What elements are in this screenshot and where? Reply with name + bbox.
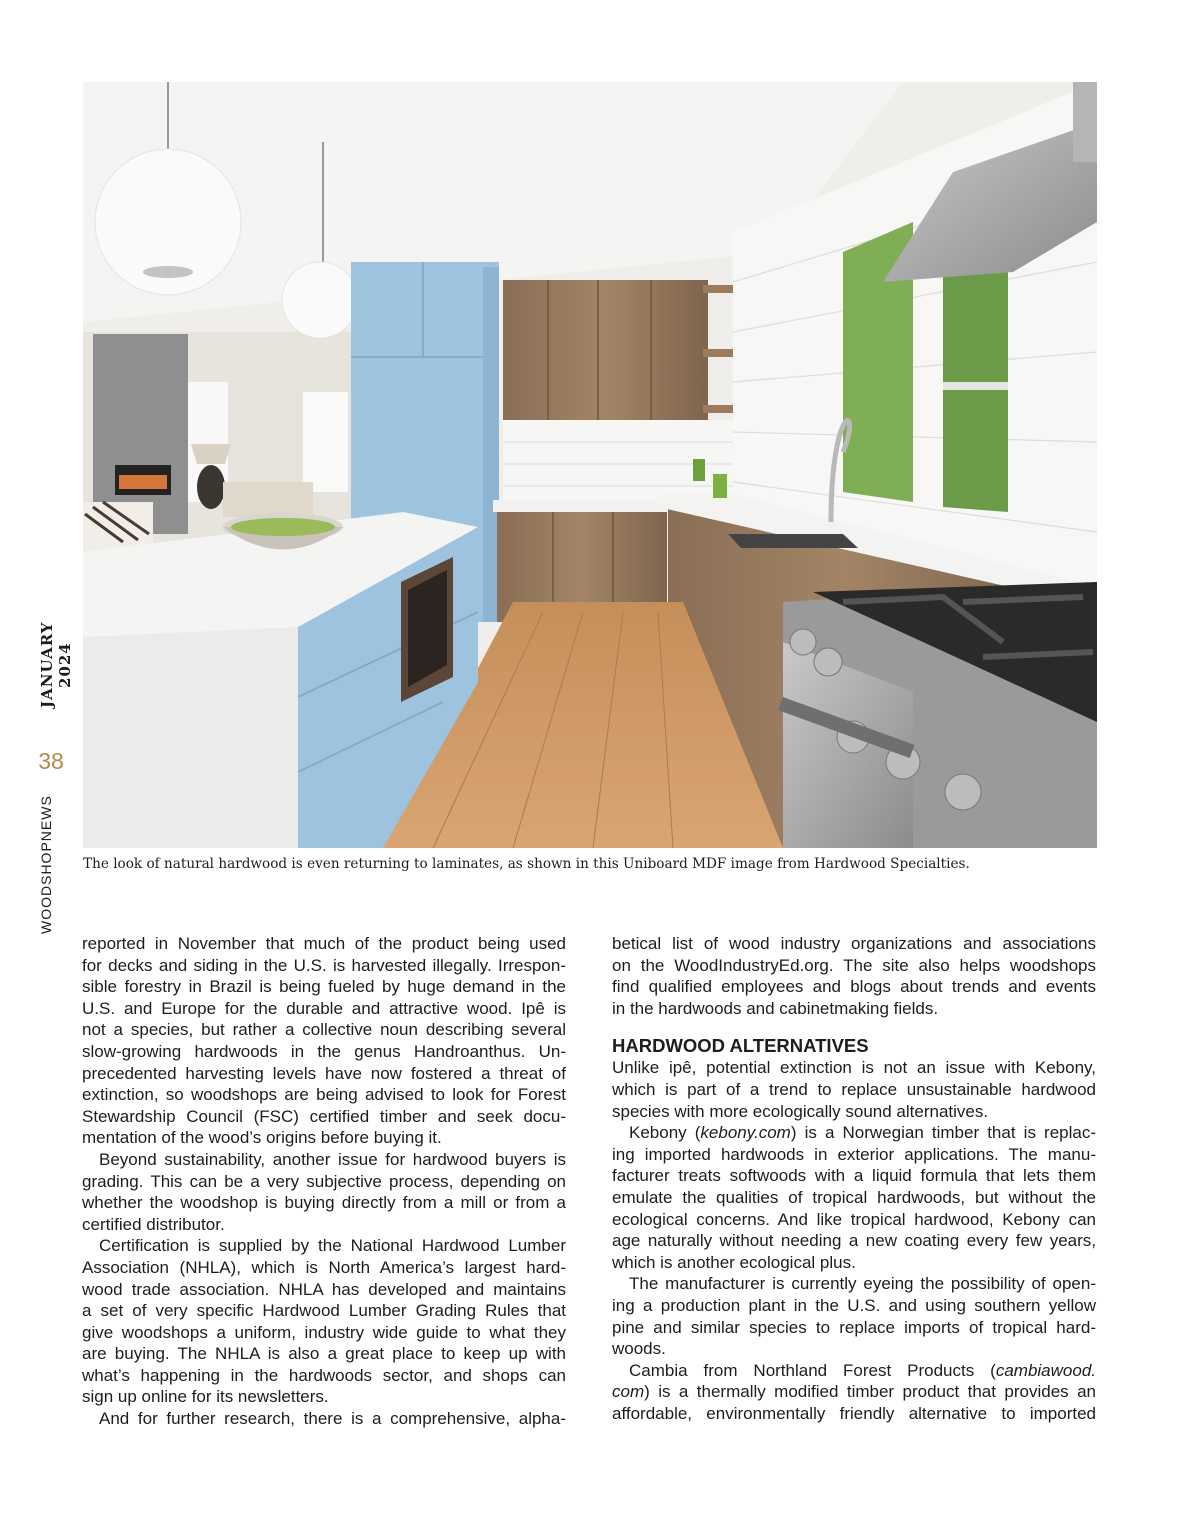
- paragraph-production-plant: [612, 1273, 1096, 1359]
- issue-date: JANUARY 2024: [38, 621, 74, 709]
- text-line: facturer treats softwoods with a liquid formula that lets them: [612, 1166, 1096, 1186]
- text-line: U.S. and Europe for the durable and attractive wood. Ipê is: [82, 998, 566, 1018]
- kitchen-photo: [83, 82, 1097, 848]
- text-line: find qualified employees and blogs about trends and events: [612, 977, 1096, 997]
- text-line: reported in November that much of the product being used: [82, 934, 566, 953]
- article-column-right: [612, 933, 1096, 1424]
- text-line: whether the woodshop is buying directly from a mill or from a: [82, 1193, 566, 1213]
- kebony-link[interactable]: kebony.com: [700, 1123, 791, 1143]
- paragraph-kebony-intro: [612, 1057, 1096, 1122]
- text-line: ecological concerns. And like tropical hardwood, Kebony can: [612, 1209, 1096, 1229]
- text-run: ) is a thermally modified timber product that provides an: [644, 1382, 1096, 1402]
- text-line: ing imported hardwoods in exterior applications. The manu-: [612, 1144, 1096, 1164]
- text-line: which is another ecological plus.: [612, 1252, 856, 1272]
- text-line: precedented harvesting levels have now fostered a threat of: [82, 1063, 566, 1083]
- text-line: sign up online for its newsletters.: [82, 1387, 329, 1407]
- text-line: are buying. The NHLA is also a great place to keep up with: [82, 1344, 566, 1364]
- paragraph-kebony-detail: [612, 1122, 1096, 1273]
- text-line: sible forestry in Brazil is being fueled by huge demand in the: [82, 977, 566, 997]
- text-line: mentation of the wood’s origins before buying it.: [82, 1128, 442, 1148]
- text-line: species with more ecologically sound alternatives.: [612, 1101, 989, 1121]
- text-line: Stewardship Council (FSC) certified timber and seek docu-: [82, 1106, 566, 1126]
- article-column-left: [82, 933, 566, 1430]
- text-line: wood trade association. NHLA has developed and maintains: [82, 1279, 566, 1299]
- paragraph-research: [82, 1408, 566, 1430]
- text-line: Certification is supplied by the National Hardwood Lumber: [99, 1236, 566, 1256]
- text-line: age naturally without needing a new coating every few years,: [612, 1231, 1096, 1251]
- text-line: slow-growing hardwoods in the genus Handroanthus. Un-: [82, 1041, 566, 1061]
- paragraph-cambia: [612, 1360, 1096, 1425]
- text-line: which is part of a trend to replace unsustainable hardwood: [612, 1079, 1096, 1099]
- cambiawood-link[interactable]: cambiawood.: [995, 1360, 1096, 1380]
- text-line: The manufacturer is currently eyeing the possibility of open-: [629, 1274, 1096, 1294]
- text-run: ) is a Norwegian timber that is replac-: [790, 1123, 1096, 1143]
- text-line: grading. This can be a very subjective process, depending on: [82, 1171, 566, 1191]
- text-line: emulate the qualities of tropical hardwoods, but without the: [612, 1187, 1096, 1207]
- text-run: Kebony (: [629, 1123, 701, 1143]
- paragraph-ipe: [82, 933, 566, 1149]
- paragraph-grading: [82, 1149, 566, 1235]
- text-line: on the WoodIndustryEd.org. The site also helps woodshops: [612, 955, 1096, 975]
- text-line: certified distributor.: [82, 1214, 225, 1234]
- text-line: woods.: [612, 1339, 666, 1359]
- text-line: And for further research, there is a comprehensive, alpha-: [99, 1409, 566, 1429]
- text-line: in the hardwoods and cabinetmaking fields.: [612, 998, 939, 1018]
- text-line: extinction, so woodshops are being advised to look for Forest: [82, 1085, 566, 1105]
- text-line: what’s happening in the hardwoods sector, and shops can: [82, 1365, 566, 1385]
- page-number: 38: [38, 748, 64, 774]
- text-line: [612, 1360, 1096, 1382]
- text-line: ing a production plant in the U.S. and using southern yellow: [612, 1295, 1096, 1315]
- paragraph-research-cont: [612, 933, 1096, 1019]
- text-line: Beyond sustainability, another issue for hardwood buyers is: [99, 1149, 566, 1169]
- page-folio: [28, 600, 74, 945]
- photo-caption: The look of natural hardwood is even returning to laminates, as shown in this Uniboard MDF image from Hardwood Specialties.: [83, 856, 970, 872]
- text-line: [612, 1122, 1096, 1144]
- text-line: not a species, but rather a collective noun describing several: [82, 1020, 566, 1040]
- text-line: affordable, environmentally friendly alternative to imported: [612, 1403, 1096, 1423]
- text-line: betical list of wood industry organizations and associations: [612, 934, 1096, 953]
- cambiawood-link[interactable]: com: [612, 1382, 645, 1402]
- text-line: give woodshops a uniform, industry wide guide to what they: [82, 1322, 566, 1342]
- text-line: Unlike ipê, potential extinction is not an issue with Kebony,: [612, 1058, 1096, 1078]
- text-line: [612, 1381, 1096, 1403]
- text-line: for decks and siding in the U.S. is harvested illegally. Irrespon-: [82, 955, 566, 975]
- section-heading: HARDWOOD ALTERNATIVES: [612, 1035, 869, 1057]
- text-line: pine and similar species to replace imports of tropical hard-: [612, 1317, 1096, 1337]
- text-run: Cambia from Northland Forest Products (: [629, 1360, 996, 1380]
- publication-name: WOODSHOPNEWS: [38, 795, 54, 935]
- text-line: Association (NHLA), which is North America’s largest hard-: [82, 1257, 566, 1277]
- kitchen-illustration: [83, 82, 1097, 848]
- text-line: a set of very specific Hardwood Lumber Grading Rules that: [82, 1301, 566, 1321]
- paragraph-certification: [82, 1235, 566, 1408]
